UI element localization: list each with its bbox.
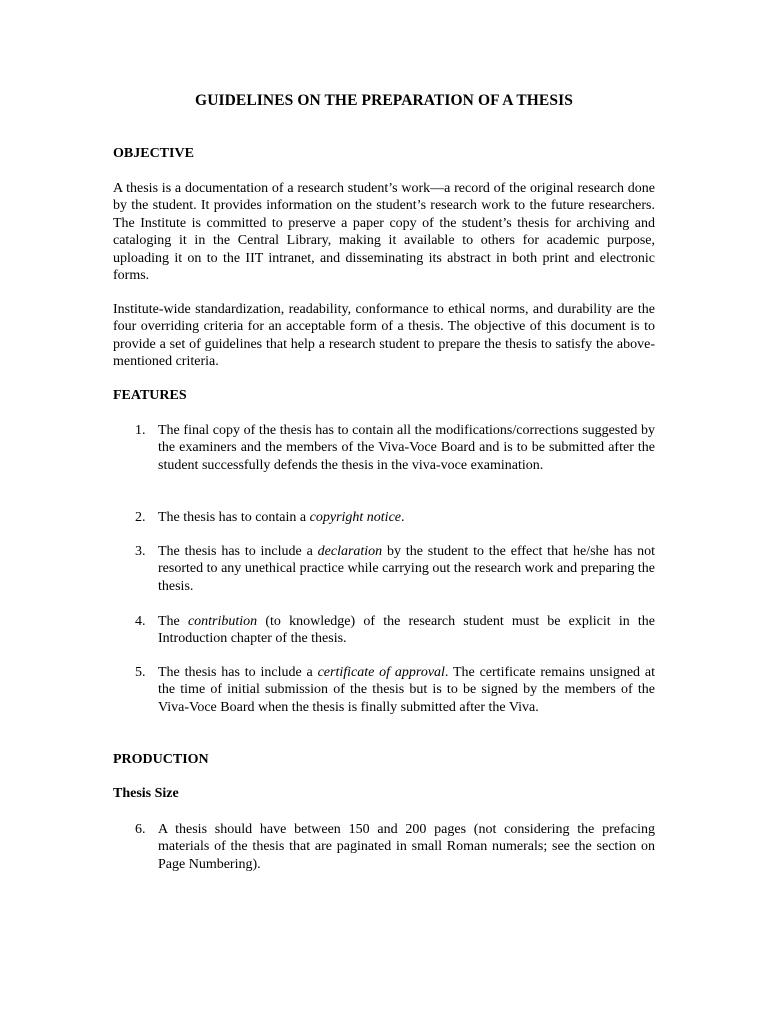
list-item-text-pre: The [158, 614, 188, 629]
objective-paragraph-2: Institute-wide standardization, readability, conformance to ethical norms, and durability are the four overriding criteria for an acceptable form of a thesis. The objective of this document is to provide a set of guidelines that help a research student to prepare the thesis to satisfy the above-mentioned criteria. [113, 302, 655, 370]
list-item-text-post: . The certificate remains unsigned at the time of initial submission of the thesis but is to be signed by the members of the Viva-Voce Board when the thesis is finally submitted after the Viva. [158, 665, 655, 715]
objective-paragraph-1: A thesis is a documentation of a research student’s work—a record of the original research done by the student. It provides information on the student’s research work to the future researchers. The Institute is committed to preserve a paper copy of the student’s thesis for archiving and cataloging it in the Central Library, making it available to others for academic purpose, uploading it on to the IIT intranet, and disseminating its abstract in both print and electronic forms. [113, 181, 655, 284]
section-heading-objective: OBJECTIVE [113, 146, 194, 161]
section-heading-production: PRODUCTION [113, 752, 209, 767]
list-item-number: 3. [135, 544, 146, 559]
list-item-text-post: by the student to the effect that he/she has not resorted to any unethical practice while carrying out the research work and preparing the thesis. [158, 544, 655, 594]
list-item-text [158, 509, 655, 526]
list-item-emphasis: certificate of approval [317, 665, 445, 680]
list-item [113, 664, 655, 716]
list-item-number: 2. [135, 510, 146, 525]
list-item-emphasis: contribution [187, 614, 258, 629]
section-heading-features: FEATURES [113, 388, 187, 403]
list-item-text-pre: The thesis has to include a [158, 544, 318, 559]
list-item-number: 5. [135, 665, 146, 680]
list-item [113, 821, 655, 873]
list-item-text-post: (to knowledge) of the research student must be explicit in the Introduction chapter of the thesis. [158, 614, 656, 647]
page-title: GUIDELINES ON THE PREPARATION OF A THESIS [195, 92, 573, 109]
list-item [113, 422, 655, 474]
list-item-text: The final copy of the thesis has to contain all the modifications/corrections suggested by the examiners and the members of the Viva-Voce Board and is to be submitted after the student successfully defends the thesis in the viva-voce examination. [158, 423, 655, 473]
list-item-emphasis: declaration [317, 544, 383, 559]
list-item-number: 4. [135, 614, 146, 629]
list-item-text [158, 613, 655, 648]
list-item [113, 543, 655, 595]
list-item-text-post: . [401, 510, 405, 525]
list-item-text [158, 664, 655, 716]
list-item-text: A thesis should have between 150 and 200 pages (not considering the prefacing materials of the thesis that are paginated in small Roman numerals; see the section on Page Numbering). [158, 822, 655, 872]
list-item-text-pre: The thesis has to contain a [158, 510, 310, 525]
list-item-text-pre: The thesis has to include a [158, 665, 318, 680]
list-item-emphasis: copyright notice [309, 510, 402, 525]
list-item [113, 613, 655, 648]
list-item-number: 1. [135, 423, 146, 438]
list-item [113, 509, 655, 526]
list-item-text [158, 543, 655, 595]
list-item-number: 6. [135, 822, 146, 837]
subsection-heading-thesis-size: Thesis Size [113, 786, 179, 801]
